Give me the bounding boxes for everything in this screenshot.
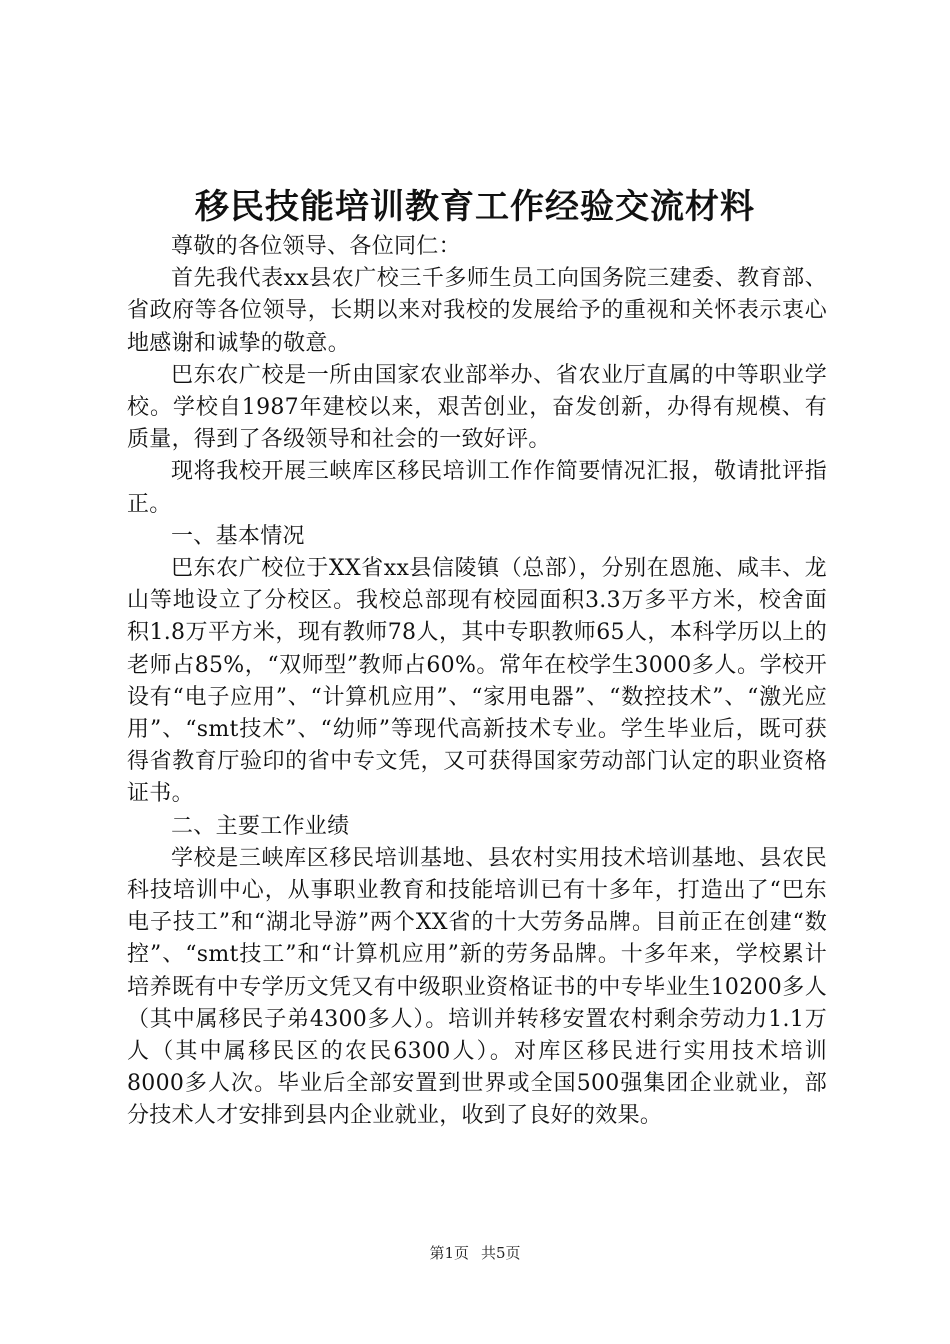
section-heading-achievements: 二、主要工作业绩 bbox=[171, 813, 350, 839]
document-title: 移民技能培训教育工作经验交流材料 bbox=[195, 187, 755, 227]
document-body bbox=[127, 231, 827, 1133]
page-number: 第1页 bbox=[429, 1244, 469, 1262]
achievements-paragraph: 学校是三峡库区移民培训基地、县农村实用技术培训基地、县农民科技培训中心，从事职业教育和技能培训已有十多年，打造出了“巴东电子技工”和“湖北导游”两个XX省的十大劳务品牌。目前正在创建“数控”、“smt技工”和“计算机应用”新的劳务品牌。十多年来，学校累计培养既有中专学历文凭又有中级职业资格证书的中专毕业生10200多人（其中属移民子弟4300多人）。培训并转移安置农村剩余劳动力1.1万人（其中属移民区的农民6300人）。对库区移民进行实用技术培训8000多人次。毕业后全部安置到世界或全国500强集团企业就业，部分技术人才安排到县内企业就业，收到了良好的效果。 bbox=[127, 845, 827, 1129]
page-footer bbox=[0, 1243, 950, 1263]
school-intro-paragraph: 巴东农广校是一所由国家农业部举办、省农业厅直属的中等职业学校。学校自1987年建校以来，艰苦创业，奋发创新，办得有规模、有质量，得到了各级领导和社会的一致好评。 bbox=[127, 362, 827, 453]
opening-paragraph: 首先我代表xx县农广校三千多师生员工向国务院三建委、教育部、省政府等各位领导，长期以来对我校的发展给予的重视和关怀表示衷心地感谢和诚挚的敬意。 bbox=[127, 266, 827, 356]
salutation-paragraph: 尊敬的各位领导、各位同仁： bbox=[171, 234, 461, 259]
page-total: 共5页 bbox=[481, 1244, 521, 1262]
basic-info-paragraph: 巴东农广校位于XX省xx县信陵镇（总部），分别在恩施、咸丰、龙山等地设立了分校区。我校总部现有校园面积3.3万多平方米，校舍面积1.8万平方米，现有教师78人，其中专职教师65人，本科学历以上的老师占85%，“双师型”教师占60%。常年在校学生3000多人。学校开设有“电子应用”、“计算机应用”、“家用电器”、“数控技术”、“激光应用”、“smt技术”、“幼师”等现代高新技术专业。学生毕业后，既可获得省教育厅验印的省中专文凭，又可获得国家劳动部门认定的职业资格证书。 bbox=[127, 556, 827, 807]
report-intro-paragraph: 现将我校开展三峡库区移民培训工作作简要情况汇报，敬请批评指正。 bbox=[127, 459, 827, 517]
section-heading-basic: 一、基本情况 bbox=[171, 523, 305, 549]
